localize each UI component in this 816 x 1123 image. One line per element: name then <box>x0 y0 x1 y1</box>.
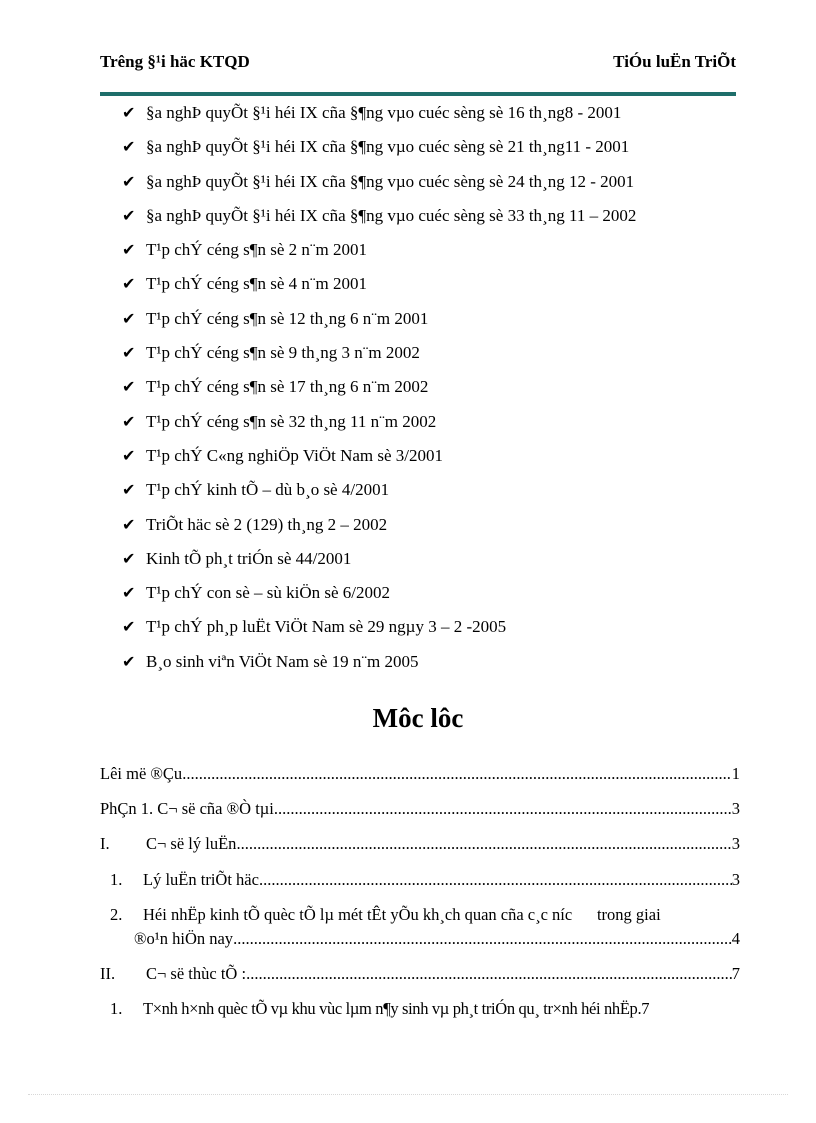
header-divider <box>100 92 736 96</box>
toc-page-number: 3 <box>731 870 740 889</box>
toc-entry-number: 2. <box>110 905 123 924</box>
toc-entry-number: I. <box>100 834 110 853</box>
header-doc-type: TiÓu luËn TriÕt <box>613 52 736 71</box>
checkmark-icon: ✔ <box>122 137 136 157</box>
toc-entry <box>100 868 740 892</box>
checkmark-icon: ✔ <box>122 343 136 363</box>
toc-page-number: 3 <box>731 834 740 853</box>
toc-entry <box>100 832 740 856</box>
toc-entry-text: C¬ së thùc tÕ : <box>146 964 247 983</box>
checkmark-icon: ✔ <box>122 411 136 431</box>
reference-item: ✔ TriÕt häc sè 2 (129) th¸ng 2 – 2002 <box>122 511 636 545</box>
reference-item: ✔ T¹p chÝ kinh tÕ – dù b¸o sè 4/2001 <box>122 476 636 510</box>
reference-item: ✔ T¹p chÝ céng s¶n sè 4 n¨m 2001 <box>122 270 636 304</box>
toc-leader <box>236 832 731 856</box>
toc-leader <box>233 927 732 951</box>
checkmark-icon: ✔ <box>122 651 136 671</box>
checkmark-icon: ✔ <box>122 274 136 294</box>
checkmark-icon: ✔ <box>122 514 136 534</box>
page-header <box>100 52 736 76</box>
toc-entry-text: T×nh h×nh quèc tÕ vµ khu vùc lµm n¶y sinh vµ ph¸t triÓn qu¸ tr×nh héi nhËp. <box>143 999 642 1018</box>
reference-item: ✔ T¹p chÝ céng s¶n sè 32 th¸ng 11 n¨m 2002 <box>122 408 636 442</box>
toc-entry-text: Héi nhËp kinh tÕ quèc tÕ lµ mét tÊt yÕu kh¸ch quan cña c¸c níc trong giai <box>143 905 661 924</box>
reference-list <box>122 99 636 682</box>
toc-leader <box>246 962 732 986</box>
checkmark-icon: ✔ <box>122 617 136 637</box>
checkmark-icon: ✔ <box>122 548 136 568</box>
toc-entry-number: II. <box>100 964 116 983</box>
toc-entry <box>100 762 740 786</box>
reference-item: ✔ Kinh tÕ ph¸t triÓn sè 44/2001 <box>122 545 636 579</box>
toc-entry <box>100 903 740 951</box>
toc-leader <box>182 762 732 786</box>
reference-item: ✔ T¹p chÝ C«ng nghiÖp ViÖt Nam sè 3/2001 <box>122 442 636 476</box>
checkmark-icon: ✔ <box>122 377 136 397</box>
reference-item: ✔ T¹p chÝ céng s¶n sè 12 th¸ng 6 n¨m 2001 <box>122 305 636 339</box>
toc-entry-text: PhÇn 1. C¬ së cña ®Ò tµi <box>100 799 274 818</box>
checkmark-icon: ✔ <box>122 480 136 500</box>
toc-page-number: 3 <box>731 799 740 818</box>
toc-entry-number: 1. <box>110 999 123 1018</box>
checkmark-icon: ✔ <box>122 308 136 328</box>
toc-entry <box>100 997 740 1021</box>
toc-page-number: 4 <box>731 929 740 948</box>
reference-item: ✔ T¹p chÝ céng s¶n sè 9 th¸ng 3 n¨m 2002 <box>122 339 636 373</box>
toc-entry-text: Lêi më ®Çu <box>100 764 183 783</box>
toc-entry-text: C¬ së lý luËn <box>146 834 237 853</box>
toc-leader <box>259 868 732 892</box>
reference-item: ✔ §a nghÞ quyÕt §¹i héi IX cña §¶ng vµo cuéc sèng sè 16 th¸ng8 - 2001 <box>122 99 636 133</box>
footer-divider <box>28 1094 788 1095</box>
checkmark-icon: ✔ <box>122 103 136 122</box>
reference-item: ✔ T¹p chÝ ph¸p luËt ViÖt Nam sè 29 ngµy 3 – 2 -2005 <box>122 613 636 647</box>
toc-page-number: 7 <box>731 964 740 983</box>
checkmark-icon: ✔ <box>122 583 136 603</box>
toc-entry <box>100 797 740 821</box>
checkmark-icon: ✔ <box>122 240 136 260</box>
checkmark-icon: ✔ <box>122 171 136 191</box>
toc-entry-text: Lý luËn triÕt häc <box>143 870 259 889</box>
reference-item: ✔ T¹p chÝ con sè – sù kiÖn sè 6/2002 <box>122 579 636 613</box>
reference-item: ✔ B¸o sinh viªn ViÖt Nam sè 19 n¨m 2005 <box>122 648 636 682</box>
reference-item: ✔ T¹p chÝ céng s¶n sè 2 n¨m 2001 <box>122 236 636 270</box>
reference-item: ✔ §a nghÞ quyÕt §¹i héi IX cña §¶ng vµo cuéc sèng sè 24 th¸ng 12 - 2001 <box>122 168 636 202</box>
reference-item: ✔ §a nghÞ quyÕt §¹i héi IX cña §¶ng vµo cuéc sèng sè 33 th¸ng 11 – 2002 <box>122 202 636 236</box>
toc-leader <box>274 797 732 821</box>
toc-title: Môc lôc <box>372 703 464 733</box>
toc-entry <box>100 962 740 986</box>
toc-page-number: 7 <box>641 999 650 1018</box>
toc-page-number: 1 <box>731 764 740 783</box>
toc-entry-number: 1. <box>110 870 123 889</box>
toc-entry-text-continued: ®o¹n hiÖn nay <box>134 929 234 948</box>
header-school: Trêng §¹i häc KTQD <box>100 52 250 71</box>
checkmark-icon: ✔ <box>122 445 136 465</box>
reference-item: ✔ §a nghÞ quyÕt §¹i héi IX cña §¶ng vµo cuéc sèng sè 21 th¸ng11 - 2001 <box>122 133 636 167</box>
checkmark-icon: ✔ <box>122 205 136 225</box>
reference-item: ✔ T¹p chÝ céng s¶n sè 17 th¸ng 6 n¨m 2002 <box>122 373 636 407</box>
